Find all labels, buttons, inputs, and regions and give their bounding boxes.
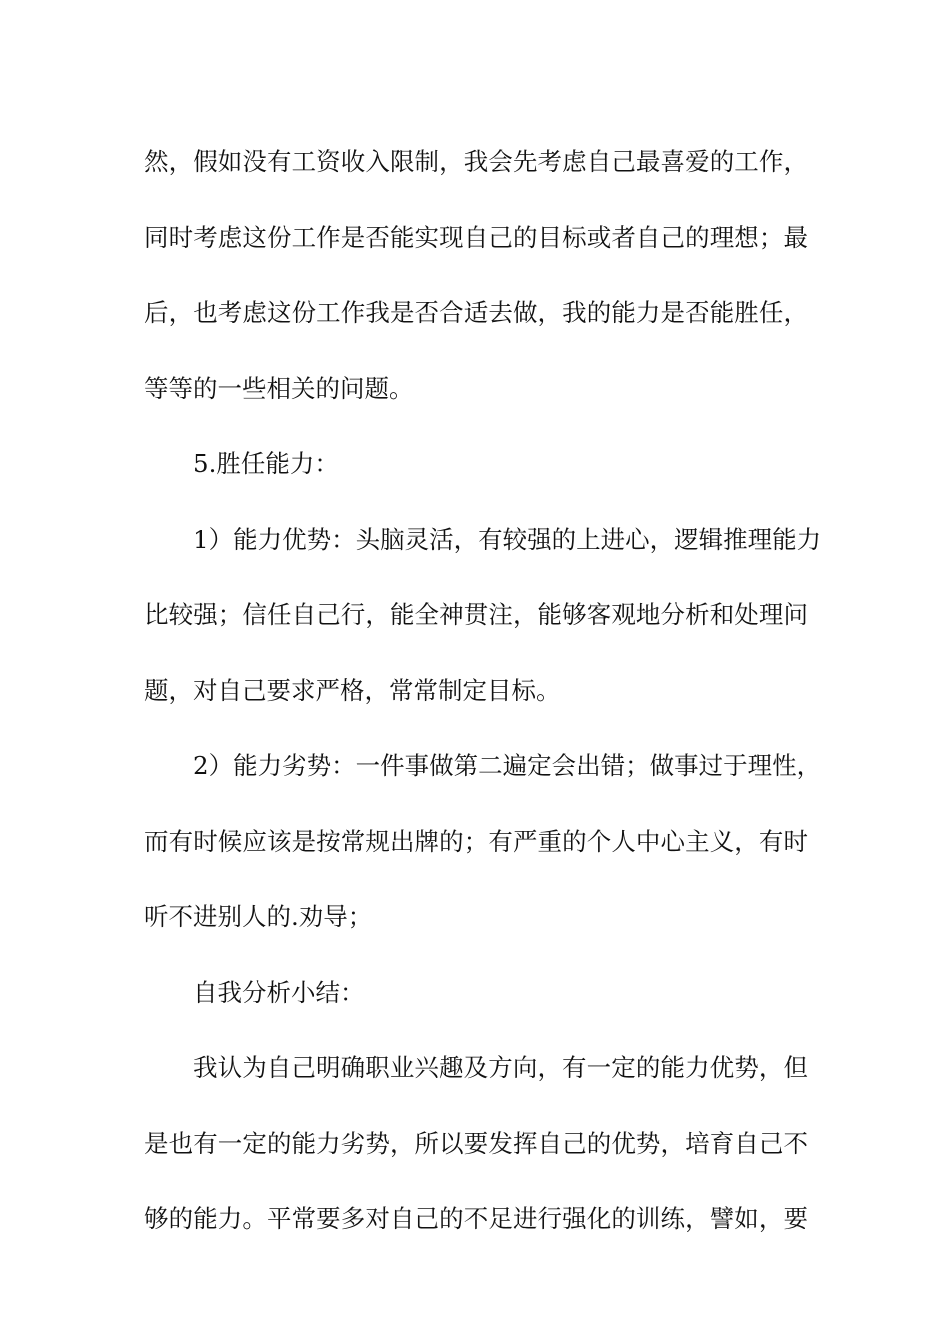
document-body — [144, 124, 822, 1257]
text-line: 听不进别人的.劝导； — [144, 902, 373, 931]
section-heading: 自我分析小结： — [193, 977, 365, 1007]
text-line: 2）能力劣势：一件事做第二遍定会出错；做事过于理性， — [193, 751, 822, 780]
text-line: 而有时候应该是按常规出牌的；有严重的个人中心主义，有时 — [144, 826, 808, 856]
text-line: 比较强；信任自己行，能全神贯注，能够客观地分析和处理问 — [144, 600, 808, 629]
section-heading: 5.胜任能力： — [193, 449, 339, 478]
text-line: 1）能力优势：头脑灵活，有较强的上进心，逻辑推理能力 — [193, 524, 822, 554]
text-line: 是也有一定的能力劣势，所以要发挥自己的优势，培育自己不 — [144, 1128, 808, 1158]
text-line: 题，对自己要求严格，常常制定目标。 — [144, 675, 561, 705]
text-line: 然，假如没有工资收入限制，我会先考虑自己最喜爱的工作， — [144, 147, 808, 176]
text-line: 等等的一些相关的问题。 — [144, 373, 414, 403]
text-line: 同时考虑这份工作是否能实现自己的目标或者自己的理想；最 — [144, 222, 808, 252]
text-line: 后，也考虑这份工作我是否合适去做，我的能力是否能胜任， — [144, 298, 808, 327]
text-line: 够的能力。平常要多对自己的不足进行强化的训练，譬如，要 — [144, 1204, 808, 1233]
text-line: 我认为自己明确职业兴趣及方向，有一定的能力优势，但 — [193, 1053, 808, 1082]
